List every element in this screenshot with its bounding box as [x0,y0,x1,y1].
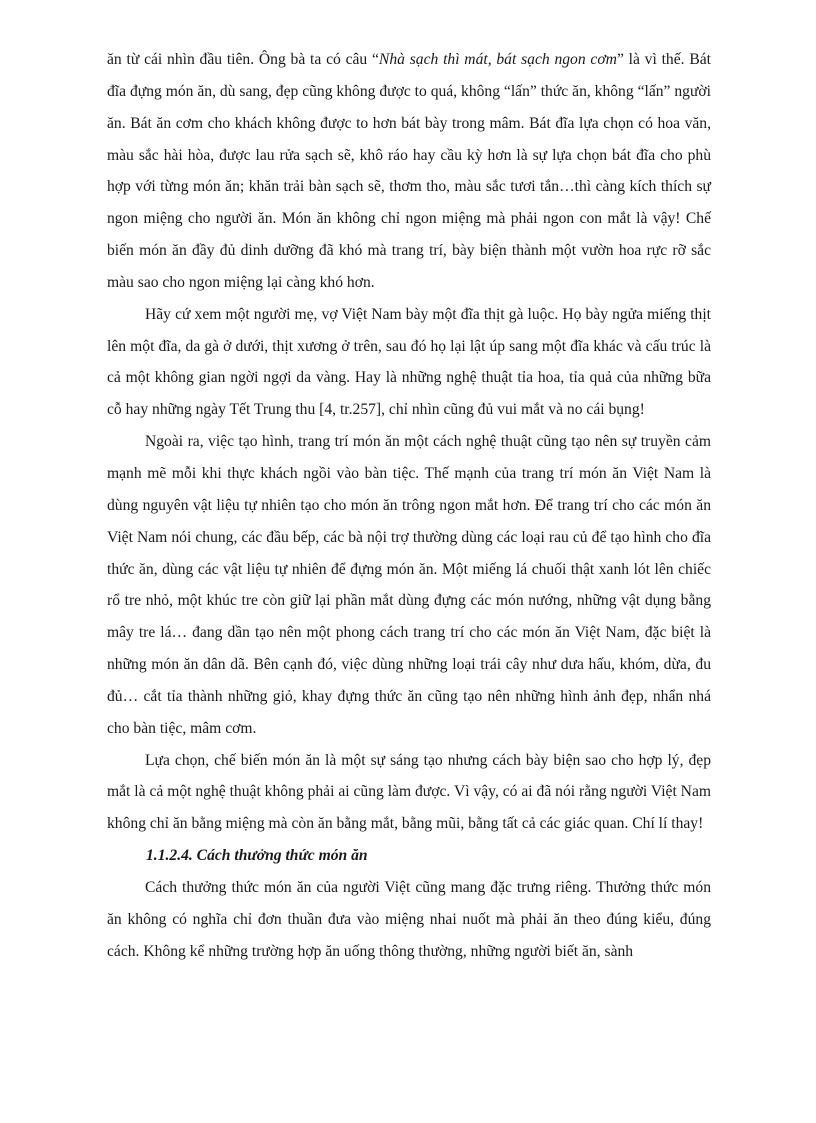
body-text [107,44,711,967]
paragraph-1-start: ăn từ cái nhìn đầu tiên. Ông bà ta có câu “ [107,51,379,68]
paragraph-1 [107,44,711,299]
section-heading: 1.1.2.4. Cách thưởng thức món ăn [146,847,368,865]
paragraph-3: Ngoài ra, việc tạo hình, trang trí món ăn một cách nghệ thuật cũng tạo nên sự truyền cảm mạnh mẽ mỗi khi thực khách ngồi vào bàn tiệc. Thế mạnh của trang trí món ăn Việt Nam là dùng nguyên vật liệu tự nhiên tạo cho món ăn trông ngon mắt hơn. Để trang trí cho các món ăn Việt Nam nói chung, các đầu bếp, các bà nội trợ thường dùng các loại rau củ để tạo hình cho đĩa thức ăn, dùng các vật liệu tự nhiên để đựng món ăn. Một miếng lá chuối thật xanh lót lên chiếc rổ tre nhỏ, một khúc tre còn giữ lại phần mắt dùng đựng các món nướng, những vật dụng bằng mây tre lá… đang dần tạo nên một phong cách trang trí cho các món ăn Việt Nam, đặc biệt là những món ăn dân dã. Bên cạnh đó, việc dùng những loại trái cây như dưa hấu, khóm, dừa, đu đủ… cắt tỉa thành những giỏ, khay đựng thức ăn cũng tạo nên những hình ảnh đẹp, nhẩn nhá cho bàn tiệc, mâm cơm. [107,433,711,737]
paragraph-1-rest: ” là vì thế. Bát đĩa đựng món ăn, dù sang, đẹp cũng không được to quá, không “lấn” thức ăn, không “lấn” người ăn. Bát ăn cơm cho khách không được to hơn bát bày trong mâm. Bát đĩa lựa chọn có hoa văn, màu sắc hài hòa, được lau rửa sạch sẽ, khô ráo hay cầu kỳ hơn là sự lựa chọn bát đĩa cho phù hợp với từng món ăn; khăn trải bàn sạch sẽ, thơm tho, màu sắc tươi tắn…thì càng kích thích sự ngon miệng cho người ăn. Món ăn không chỉ ngon miệng mà phải ngon con mắt là vậy! Chế biến món ăn đầy đủ dinh dưỡng đã khó mà trang trí, bày biện thành một vườn hoa rực rỡ sắc màu sao cho ngon miệng lại càng khó hơn. [107,51,711,291]
paragraph-4: Lựa chọn, chế biến món ăn là một sự sáng tạo nhưng cách bày biện sao cho hợp lý, đẹp mắt là cả một nghệ thuật không phải ai cũng làm được. Vì vậy, có ai đã nói rằng người Việt Nam không chỉ ăn bằng miệng mà còn ăn bằng mắt, bằng mũi, bằng tất cả các giác quan. Chí lí thay! [107,751,711,833]
paragraph-2: Hãy cứ xem một người mẹ, vợ Việt Nam bày một đĩa thịt gà luộc. Họ bày ngửa miếng thịt lên một đĩa, da gà ở dưới, thịt xương ở trên, sau đó họ lại lật úp sang một đĩa khác và cấu trúc là cả một không gian ngời ngợi da vàng. Hay là những nghệ thuật tỉa hoa, tỉa quả của những bữa cỗ hay những ngày Tết Trung thu [4, tr.257], chỉ nhìn cũng đủ vui mắt và no cái bụng! [107,305,711,419]
paragraph-5: Cách thưởng thức món ăn của người Việt cũng mang đặc trưng riêng. Thưởng thức món ăn không có nghĩa chỉ đơn thuần đưa vào miệng nhai nuốt mà phải ăn theo đúng kiểu, đúng cách. Không kể những trường hợp ăn uống thông thường, những người biết ăn, sành [107,878,711,960]
proverb-quote: Nhà sạch thì mát, bát sạch ngon cơm [378,51,617,68]
